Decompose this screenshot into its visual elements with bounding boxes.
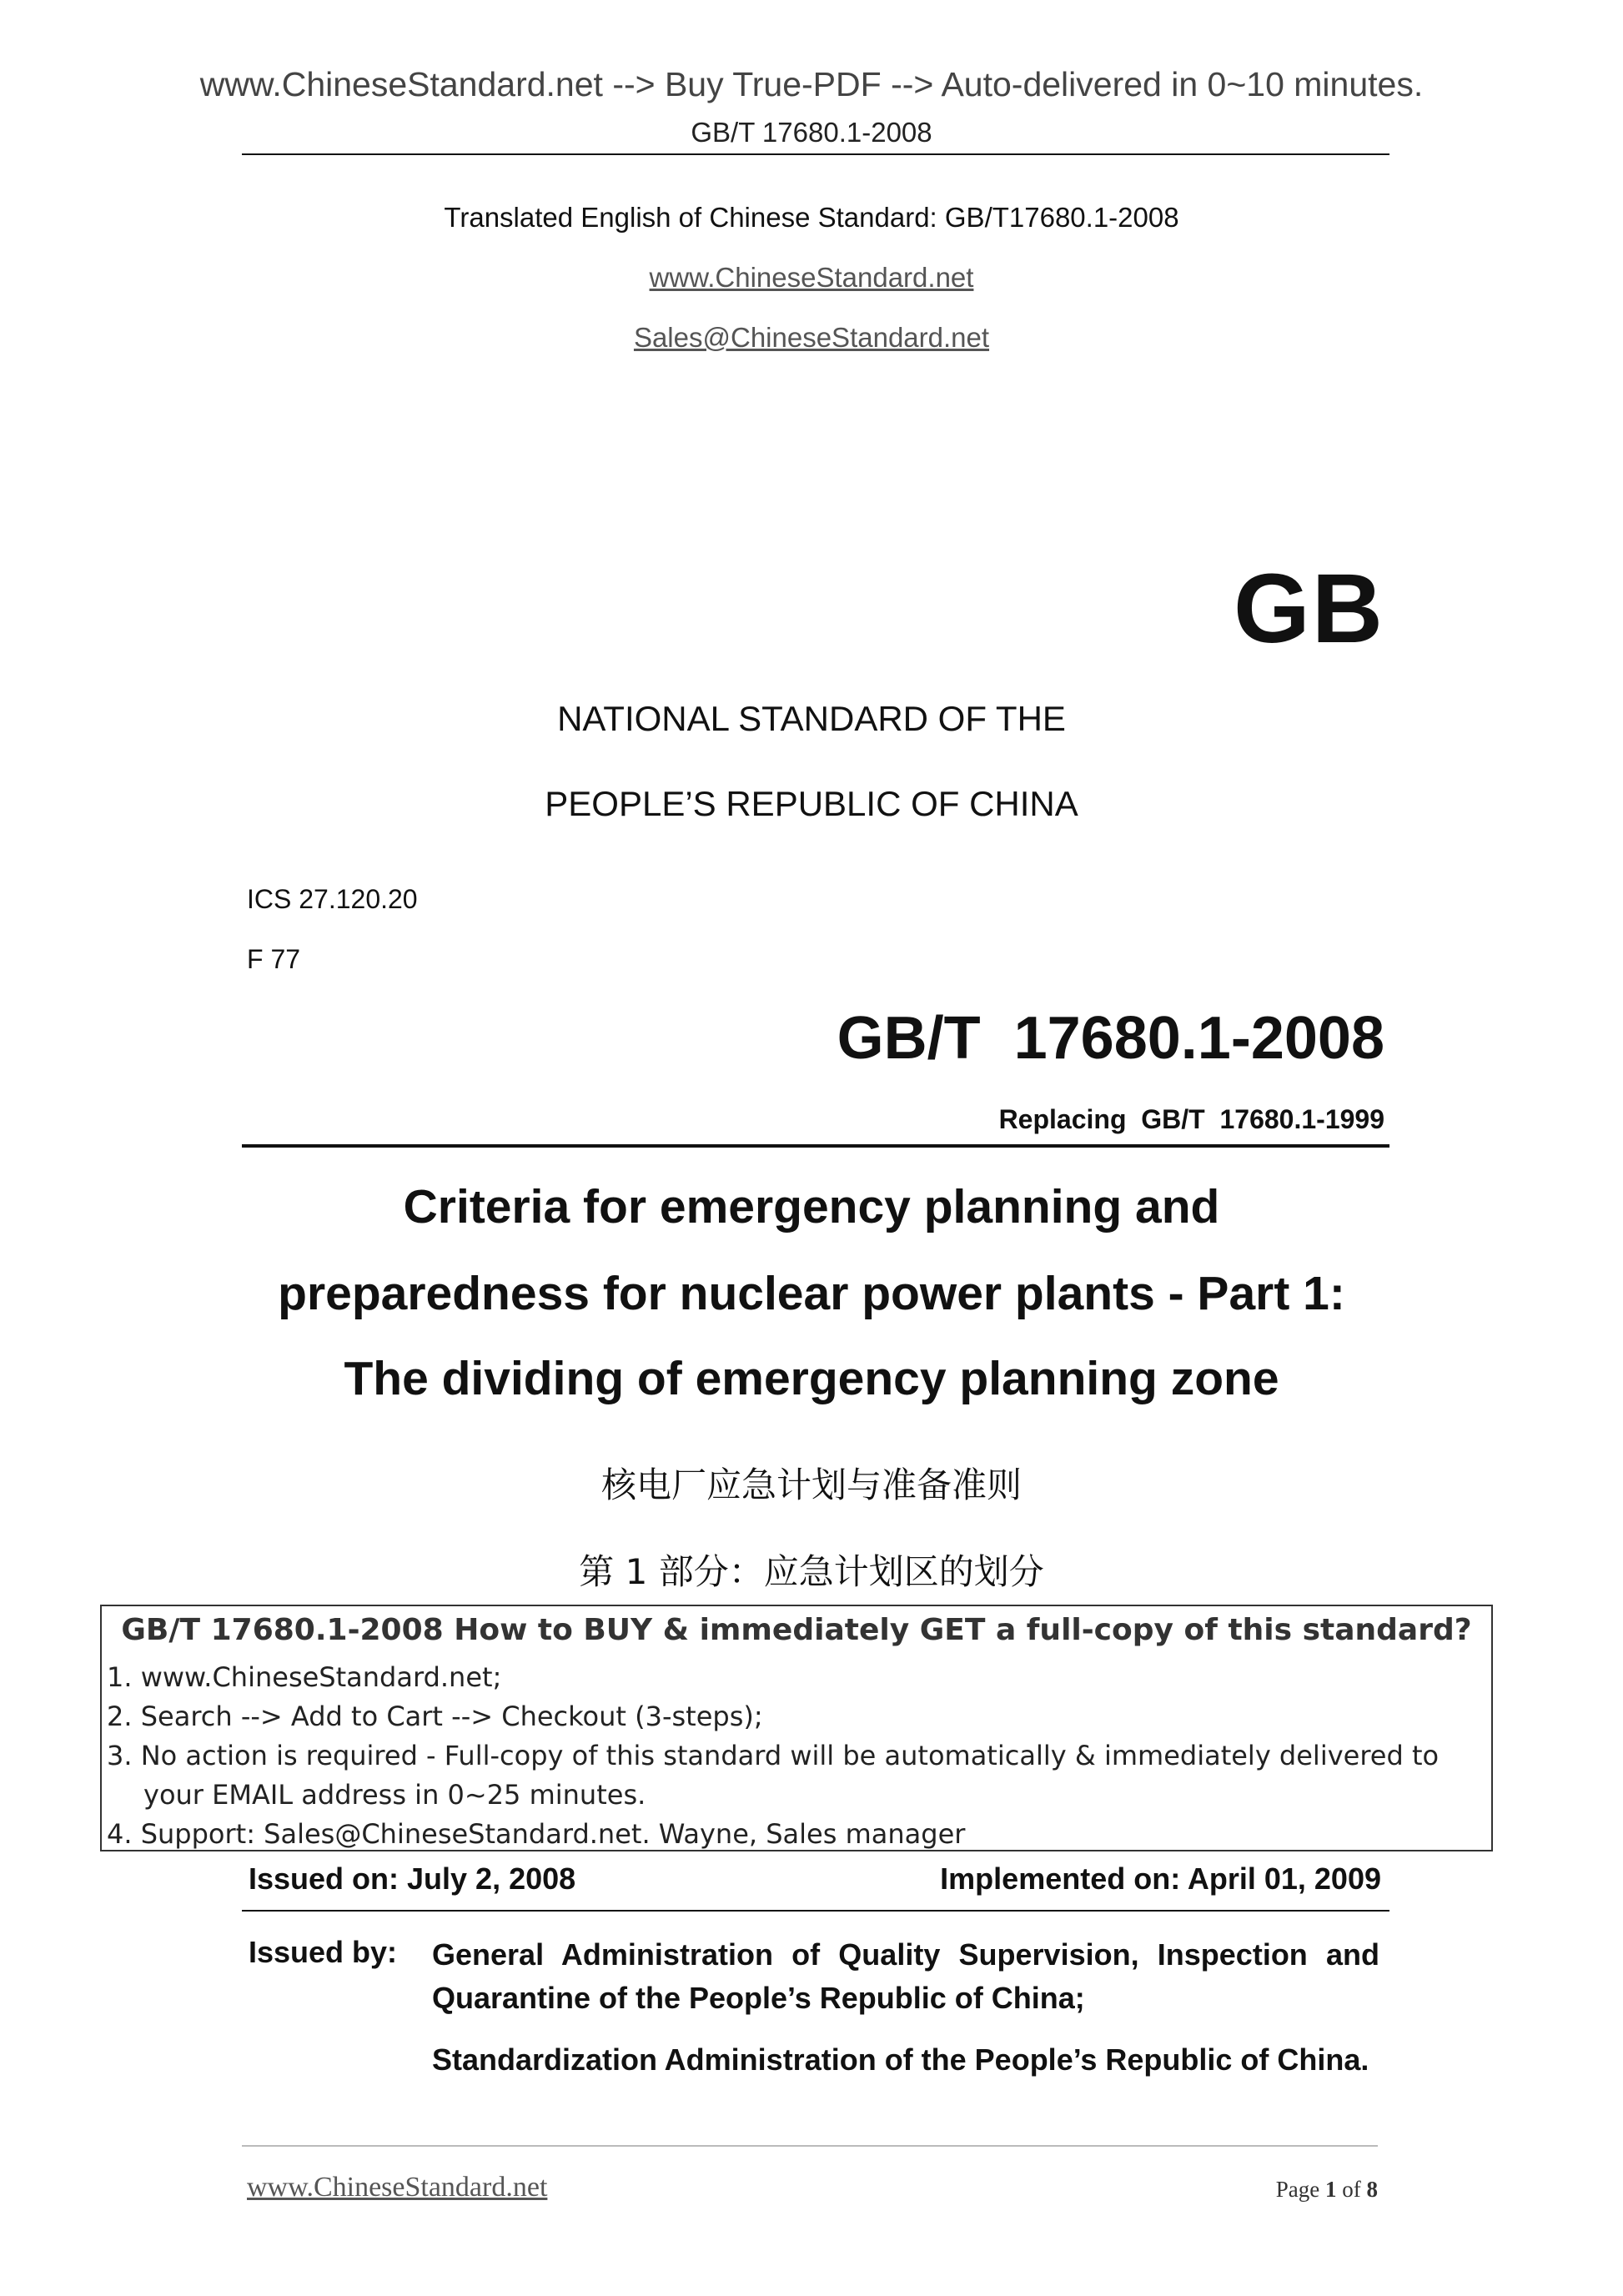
purchase-box-title: GB/T 17680.1-2008 How to BUY & immediately GET a full-copy of this standard? — [121, 1613, 1472, 1647]
purchase-info-box — [100, 1605, 1493, 1851]
purchase-step-2: 2. Search --> Add to Cart --> Checkout (3-steps); — [107, 1701, 763, 1732]
classification-code: F 77 — [247, 944, 301, 974]
issuance-rule — [242, 1910, 1389, 1912]
title-line-3: The dividing of emergency planning zone — [344, 1352, 1279, 1405]
gb-mark: GB — [1234, 554, 1384, 664]
page-indicator — [1276, 2177, 1378, 2203]
replacing-standard: Replacing GB/T 17680.1-1999 — [998, 1104, 1384, 1134]
national-standard-line1: NATIONAL STANDARD OF THE — [557, 699, 1066, 738]
website-link[interactable]: www.ChineseStandard.net — [649, 262, 974, 293]
purchase-step-3-continued: your EMAIL address in 0~25 minutes. — [143, 1779, 646, 1811]
translated-line: Translated English of Chinese Standard: GB/T17680.1-2008 — [444, 202, 1179, 233]
chinese-title-line-1: 核电厂应急计划与准备准则 — [600, 1465, 1022, 1505]
page-word: Page — [1275, 2177, 1320, 2202]
title-line-1: Criteria for emergency planning and — [403, 1180, 1220, 1233]
header-rule — [242, 153, 1389, 155]
issued-by-label: Issued by: — [249, 1935, 398, 1969]
header-banner: www.ChineseStandard.net --> Buy True-PDF --> Auto-delivered in 0~10 minutes. — [199, 65, 1424, 103]
issuer-2: Standardization Administration of the People’s Republic of China. — [432, 2042, 1369, 2077]
purchase-step-1: 1. www.ChineseStandard.net; — [107, 1661, 502, 1693]
purchase-step-4: 4. Support: Sales@ChineseStandard.net. Wayne, Sales manager — [107, 1818, 966, 1850]
title-rule — [242, 1144, 1389, 1148]
page-current: 1 — [1325, 2177, 1337, 2202]
ics-code: ICS 27.120.20 — [247, 884, 418, 914]
issued-on-date: Issued on: July 2, 2008 — [249, 1861, 576, 1896]
footer-website-link[interactable]: www.ChineseStandard.net — [247, 2172, 548, 2203]
header-standard-code: GB/T 17680.1-2008 — [691, 117, 932, 148]
issuer-1: General Administration of Quality Supervision, Inspection and Quarantine of the People’s Republic of China; — [432, 1937, 1379, 2015]
page-of: of — [1342, 2177, 1361, 2202]
page-total: 8 — [1366, 2177, 1378, 2202]
sales-email-link[interactable]: Sales@ChineseStandard.net — [633, 322, 990, 353]
chinese-title-line-2: 第 1 部分：应急计划区的划分 — [579, 1551, 1044, 1592]
title-line-2: preparedness for nuclear power plants - Part 1: — [278, 1267, 1345, 1320]
implemented-on-date: Implemented on: April 01, 2009 — [940, 1861, 1381, 1896]
national-standard-line2: PEOPLE’S REPUBLIC OF CHINA — [545, 784, 1078, 823]
standard-number: GB/T 17680.1-2008 — [837, 1005, 1384, 1072]
purchase-steps-list — [107, 1658, 1439, 1854]
footer-rule — [242, 2145, 1378, 2147]
purchase-step-3: 3. No action is required - Full-copy of this standard will be automatically & immediately delivered to — [107, 1740, 1440, 1771]
